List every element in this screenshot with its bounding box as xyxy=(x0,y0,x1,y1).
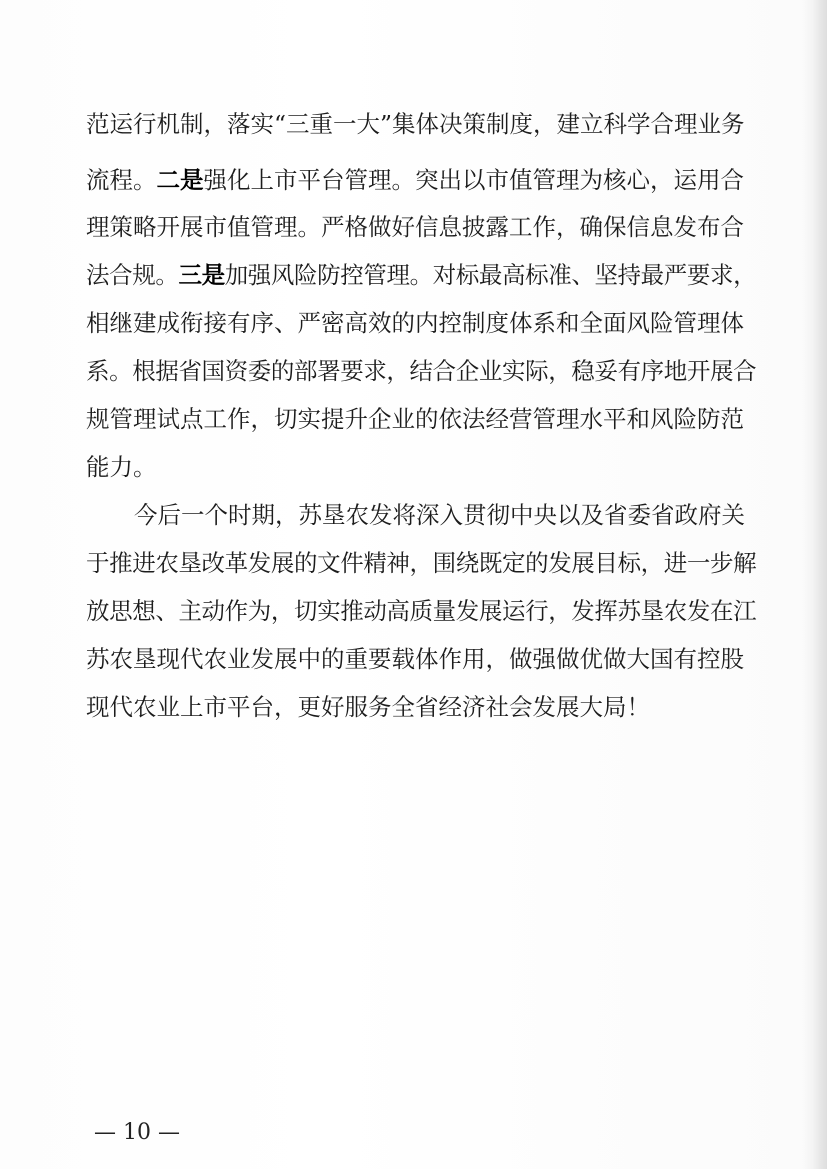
paragraph-1-line-8 xyxy=(86,447,157,487)
paragraph-1-line-2-prefix: 流程。 xyxy=(86,166,157,194)
paragraph-2-line-4 xyxy=(86,639,754,679)
paragraph-2-line-2 xyxy=(86,543,757,583)
paragraph-2-line-1 xyxy=(134,495,754,535)
paragraph-1-line-5-text: 相继建成衔接有序、严密高效的内控制度体系和全面风险管理体 xyxy=(86,309,744,337)
paragraph-1-line-7-text: 规管理试点工作，切实提升企业的依法经营管理水平和风险防范 xyxy=(86,405,744,433)
paragraph-2-line-3-text: 放思想、主动作为，切实推动高质量发展运行，发挥苏垦农发在江 xyxy=(86,597,757,625)
paragraph-2-line-5-text: 现代农业上市平台，更好服务全省经济社会发展大局！ xyxy=(86,693,650,721)
paragraph-1-line-1 xyxy=(86,104,754,144)
paragraph-1-line-2-suffix: 强化上市平台管理。突出以市值管理为核心，运用合 xyxy=(203,166,744,194)
paragraph-1-line-3 xyxy=(86,207,754,247)
paragraph-1-line-4 xyxy=(86,255,757,295)
paragraph-1-highlight-san-shi: 三是 xyxy=(178,261,225,289)
paragraph-2-line-1-text: 今后一个时期，苏垦农发将深入贯彻中央以及省委省政府关 xyxy=(134,501,745,529)
paragraph-1-line-7 xyxy=(86,399,754,439)
paragraph-2-line-5 xyxy=(86,687,650,727)
page-number: — 10 — xyxy=(94,1120,180,1145)
paragraph-2-line-2-text: 于推进农垦改革发展的文件精神，围绕既定的发展目标，进一步解 xyxy=(86,549,757,577)
paragraph-1-line-4-suffix: 加强风险防控管理。对标最高标准、坚持最严要求， xyxy=(224,261,757,289)
paragraph-1-line-5 xyxy=(86,303,754,343)
paragraph-2-line-3 xyxy=(86,591,757,631)
paragraph-2-line-4-text: 苏农垦现代农业发展中的重要载体作用，做强做优做大国有控股 xyxy=(86,645,744,673)
page-edge-shadow xyxy=(813,0,827,1169)
paragraph-1-line-4-prefix: 法合规。 xyxy=(86,261,179,289)
paragraph-1-line-6 xyxy=(86,351,757,391)
paragraph-1-line-2 xyxy=(86,160,754,200)
paragraph-1-line-1-text: 范运行机制，落实“三重一大”集体决策制度，建立科学合理业务 xyxy=(86,110,745,138)
paragraph-1-highlight-er-shi: 二是 xyxy=(156,166,204,194)
paragraph-1-line-3-text: 理策略开展市值管理。严格做好信息披露工作，确保信息发布合 xyxy=(86,213,744,241)
paragraph-1-line-8-text: 能力。 xyxy=(86,453,157,481)
paragraph-1-line-6-text: 系。根据省国资委的部署要求，结合企业实际，稳妥有序地开展合 xyxy=(86,357,757,385)
